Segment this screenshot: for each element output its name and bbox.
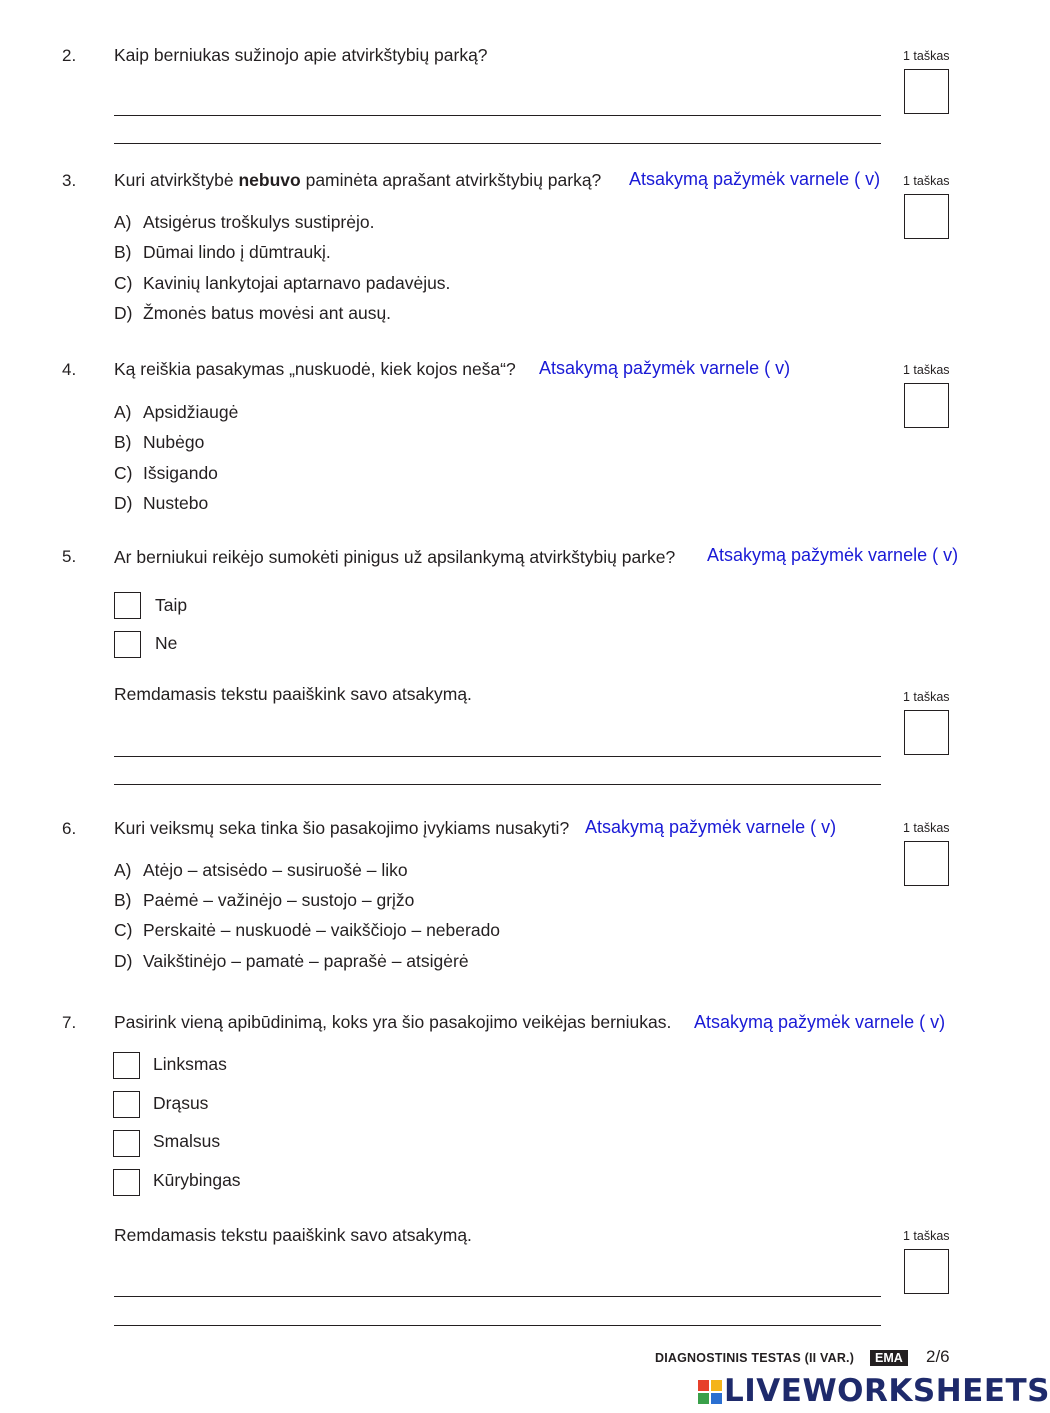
q4-points-label: 1 taškas [903, 363, 950, 377]
q2-answer-line-1[interactable] [114, 115, 881, 116]
q7-checkbox-smalsus[interactable] [113, 1130, 140, 1157]
liveworksheets-wordmark[interactable]: LIVEWORKSHEETS [724, 1373, 1050, 1409]
q3-points-label: 1 taškas [903, 174, 950, 188]
option-text: Išsigando [143, 463, 218, 483]
logo-grid [698, 1380, 722, 1404]
option-text: Nustebo [143, 493, 209, 513]
q5-choice-ne: Ne [155, 633, 178, 653]
q3-text-bold: nebuvo [238, 170, 301, 190]
q7-points-label: 1 taškas [903, 1229, 950, 1243]
option-text: Perskaitė – nuskuodė – vaikščiojo – neberado [143, 920, 501, 940]
q2-text: Kaip berniukas sužinojo apie atvirkštybių parką? [114, 45, 488, 65]
q6-option-b[interactable] [114, 890, 414, 911]
q2-points-label: 1 taškas [903, 49, 950, 63]
q3-option-b[interactable] [114, 242, 331, 263]
q4-instruction: Atsakymą pažymėk varnele ( v) [539, 358, 791, 378]
option-letter: A) [114, 402, 132, 422]
q5-score-box[interactable] [904, 710, 949, 755]
q7-answer-line-1[interactable] [114, 1296, 881, 1297]
q2-number: 2. [62, 46, 77, 65]
option-text: Kavinių lankytojai aptarnavo padavėjus. [143, 273, 451, 293]
q5-points-label: 1 taškas [903, 690, 950, 704]
q6-score-box[interactable] [904, 841, 949, 886]
q4-number: 4. [62, 360, 77, 379]
q7-text: Pasirink vieną apibūdinimą, koks yra šio pasakojimo veikėjas berniukas. [114, 1012, 672, 1032]
q7-number: 7. [62, 1013, 77, 1032]
q7-choice-linksmas: Linksmas [153, 1054, 227, 1074]
q6-option-c[interactable] [114, 920, 500, 941]
q3-number: 3. [62, 171, 77, 190]
q4-option-c[interactable] [114, 463, 218, 484]
option-letter: B) [114, 890, 132, 910]
option-letter: D) [114, 951, 133, 971]
option-letter: B) [114, 432, 132, 452]
q4-option-b[interactable] [114, 432, 204, 453]
option-letter: A) [114, 860, 132, 880]
q5-answer-line-2[interactable] [114, 784, 881, 785]
q3-text [114, 170, 601, 191]
q3-option-c[interactable] [114, 273, 450, 294]
q3-instruction: Atsakymą pažymėk varnele ( v) [629, 169, 881, 189]
q5-text: Ar berniukui reikėjo sumokėti pinigus už apsilankymą atvirkštybių parke? [114, 547, 676, 567]
q7-checkbox-linksmas[interactable] [113, 1052, 140, 1079]
option-letter: D) [114, 493, 133, 513]
footer-title: DIAGNOSTINIS TESTAS (II VAR.) [655, 1351, 855, 1365]
q6-option-a[interactable] [114, 860, 408, 881]
option-text: Atsigėrus troškulys sustiprėjo. [143, 212, 375, 232]
q2-score-box[interactable] [904, 69, 949, 114]
q7-score-box[interactable] [904, 1249, 949, 1294]
q7-instruction: Atsakymą pažymėk varnele ( v) [694, 1012, 946, 1032]
q3-text-part: paminėta aprašant atvirkštybių parką? [300, 170, 602, 190]
q6-text: Kuri veiksmų seka tinka šio pasakojimo įvykiams nusakyti? [114, 818, 570, 838]
q5-choice-taip: Taip [155, 595, 188, 615]
q6-instruction: Atsakymą pažymėk varnele ( v) [585, 817, 837, 837]
q7-checkbox-drasus[interactable] [113, 1091, 140, 1118]
q5-checkbox-taip[interactable] [114, 592, 141, 619]
q7-choice-drasus: Drąsus [153, 1093, 209, 1113]
q5-number: 5. [62, 547, 77, 566]
option-text: Atėjo – atsisėdo – susiruošė – liko [143, 860, 408, 880]
q7-checkbox-kurybingas[interactable] [113, 1169, 140, 1196]
q7-choice-kurybingas: Kūrybingas [153, 1170, 241, 1190]
option-text: Žmonės batus movėsi ant ausų. [143, 303, 392, 323]
option-letter: C) [114, 463, 133, 483]
q5-checkbox-ne[interactable] [114, 631, 141, 658]
liveworksheets-logo-icon [698, 1380, 722, 1404]
page-number: 2/6 [926, 1347, 950, 1366]
q3-option-d[interactable] [114, 303, 391, 324]
q5-answer-line-1[interactable] [114, 756, 881, 757]
q3-score-box[interactable] [904, 194, 949, 239]
option-text: Apsidžiaugė [143, 402, 239, 422]
option-text: Paėmė – važinėjo – sustojo – grįžo [143, 890, 415, 910]
q5-instruction: Atsakymą pažymėk varnele ( v) [707, 545, 959, 565]
option-letter: C) [114, 273, 133, 293]
option-text: Dūmai lindo į dūmtraukį. [143, 242, 331, 262]
q3-option-a[interactable] [114, 212, 374, 233]
q6-points-label: 1 taškas [903, 821, 950, 835]
q4-option-d[interactable] [114, 493, 208, 514]
q7-explain-prompt: Remdamasis tekstu paaiškink savo atsakymą. [114, 1225, 472, 1245]
q6-number: 6. [62, 819, 77, 838]
q7-choice-smalsus: Smalsus [153, 1131, 221, 1151]
q4-score-box[interactable] [904, 383, 949, 428]
q3-text-part: Kuri atvirkštybė [114, 170, 239, 190]
q7-answer-line-2[interactable] [114, 1325, 881, 1326]
q4-option-a[interactable] [114, 402, 238, 423]
q4-text: Ką reiškia pasakymas „nuskuodė, kiek kojos neša“? [114, 359, 516, 379]
option-text: Vaikštinėjo – pamatė – paprašė – atsigėrė [143, 951, 469, 971]
option-letter: D) [114, 303, 133, 323]
option-letter: C) [114, 920, 133, 940]
footer-badge: EMA [870, 1350, 908, 1366]
q6-option-d[interactable] [114, 951, 469, 972]
option-text: Nubėgo [143, 432, 205, 452]
q5-explain-prompt: Remdamasis tekstu paaiškink savo atsakymą. [114, 684, 472, 704]
q2-answer-line-2[interactable] [114, 143, 881, 144]
option-letter: A) [114, 212, 132, 232]
option-letter: B) [114, 242, 132, 262]
